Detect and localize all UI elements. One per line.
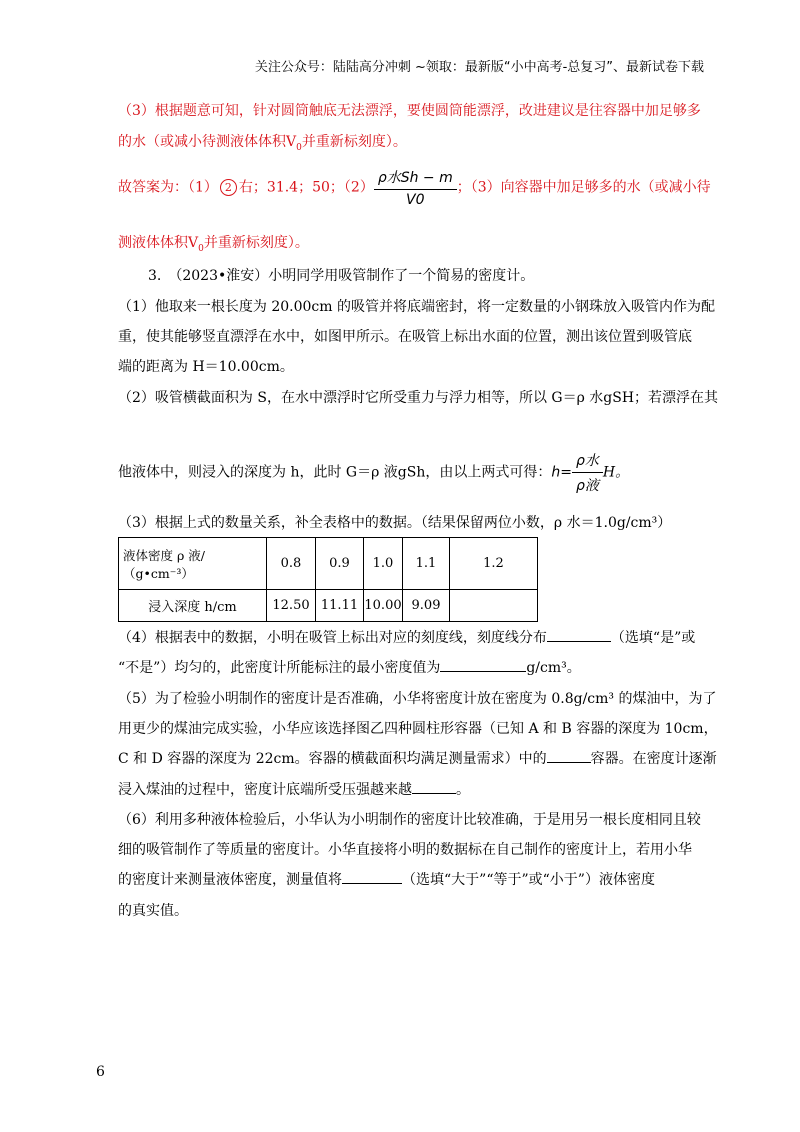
table-cell-depth: 11.11 xyxy=(316,590,364,622)
q-part2-line2: 他液体中，则浸入的深度为 h，此时 G＝ρ 液gSh，由以上两式可得：h= $\frac{\text{ρ水}}{\text{ρ液}}$ H。 xyxy=(118,450,629,495)
answer-line-4: 测液体体积$V_0$并重新标刻度）。 xyxy=(118,235,309,254)
table-cell-density: 0.9 xyxy=(316,538,364,590)
density-ratio-fraction: $\frac{\text{ρ水}}{\text{ρ液}}$ xyxy=(572,450,603,495)
table-cell-depth: 12.50 xyxy=(267,590,316,622)
q-part2-line1: （2）吸管横截面积为 S，在水中漂浮时它所受重力与浮力相等，所以 G＝ρ 水gSH；若漂浮在其 xyxy=(118,390,719,406)
q-part5-line2: 用更少的煤油完成实验，小华应该选择图乙四种圆柱形容器（已知 A 和 B 容器的深度为 10cm， xyxy=(118,721,718,737)
q-part5-line4: 浸入煤油的过程中，密度计底端所受压强越来越 。 xyxy=(118,782,470,798)
answer-blank-4b xyxy=(440,671,526,672)
q-part6-line1: （6）利用多种液体检验后，小华认为小明制作的密度计比较准确，于是用另一根长度相同且较 xyxy=(118,812,701,828)
q-part4-line1: （4）根据表中的数据，小明在吸管上标出对应的刻度线，刻度线分布 （选填“是”或 xyxy=(118,630,696,646)
q-part1-line2: 重，使其能够竖直漂浮在水中，如图甲所示。在吸管上标出水面的位置，测出该位置到吸管底 xyxy=(118,329,692,345)
data-table xyxy=(118,537,538,622)
answer-fraction: $\frac{\text{ρ水Sh − m}}{V0}$ xyxy=(374,167,457,208)
q-part4-line2: “不是”）均匀的，此密度计所能标注的最小密度值为 g/cm³。 xyxy=(118,660,581,676)
q-part5-line1: （5）为了检验小明制作的密度计是否准确，小华将密度计放在密度为 0.8g/cm³ 的煤油中，为了 xyxy=(118,691,717,707)
question-title: 3. （2023•淮安）小明同学用吸管制作了一个简易的密度计。 xyxy=(148,268,535,284)
circled-number: 2 xyxy=(220,179,237,196)
answer-line-2: 的水（或减小待测液体体积$V_0$并重新标刻度）。 xyxy=(118,134,407,153)
q-part6-line3: 的密度计来测量液体密度，测量值将 （选填“大于”“等于”或“小于”）液体密度 xyxy=(118,872,655,888)
table-header-depth: 浸入深度 h/cm xyxy=(119,590,267,622)
q-part6-line2: 细的吸管制作了等质量的密度计。小华直接将小明的数据标在自己制作的密度计上，若用小华 xyxy=(118,842,692,858)
answer-blank-4a xyxy=(547,641,611,642)
answer-summary: 故答案为：（1） 2 右；31.4；50；（2） $\frac{\text{ρ水Sh − m}}{V0}$ ；（3）向容器中加足够多的水（或减小待 xyxy=(118,167,711,208)
table-cell-density: 0.8 xyxy=(267,538,316,590)
answer-blank-5b xyxy=(412,793,456,794)
answer-line-1: （3）根据题意可知，针对圆筒触底无法漂浮，要使圆筒能漂浮，改进建议是往容器中加足够多 xyxy=(118,103,701,119)
q-part5-line3: C 和 D 容器的深度为 22cm。容器的横截面积均满足测量需求）中的 容器。在密度计逐渐 xyxy=(118,751,717,767)
table-cell-depth: 9.09 xyxy=(403,590,450,622)
table-cell-density: 1.1 xyxy=(403,538,450,590)
answer-blank-6 xyxy=(342,883,402,884)
table-cell-depth-blank xyxy=(450,590,538,622)
q-part1-line1: （1）他取来一根长度为 20.00cm 的吸管并将底端密封，将一定数量的小钢珠放入吸管内作为配 xyxy=(118,299,716,315)
q-part1-line3: 端的距离为 H＝10.00cm。 xyxy=(118,359,294,375)
q-part6-line4: 的真实值。 xyxy=(118,903,188,919)
q-part3: （3）根据上式的数量关系，补全表格中的数据。（结果保留两位小数，ρ 水＝1.0g/cm³） xyxy=(118,515,672,531)
table-cell-depth: 10.00 xyxy=(364,590,403,622)
page-number: 6 xyxy=(96,1064,105,1080)
table-cell-density: 1.2 xyxy=(450,538,538,590)
page-header: 关注公众号：陆陆高分冲刺 ~领取：最新版“小中高考-总复习”、最新试卷下载 xyxy=(254,60,704,75)
answer-blank-5a xyxy=(547,762,591,763)
table-cell-density: 1.0 xyxy=(364,538,403,590)
table-header-density: 液体密度 ρ 液/（g•cm⁻³） xyxy=(119,538,267,590)
